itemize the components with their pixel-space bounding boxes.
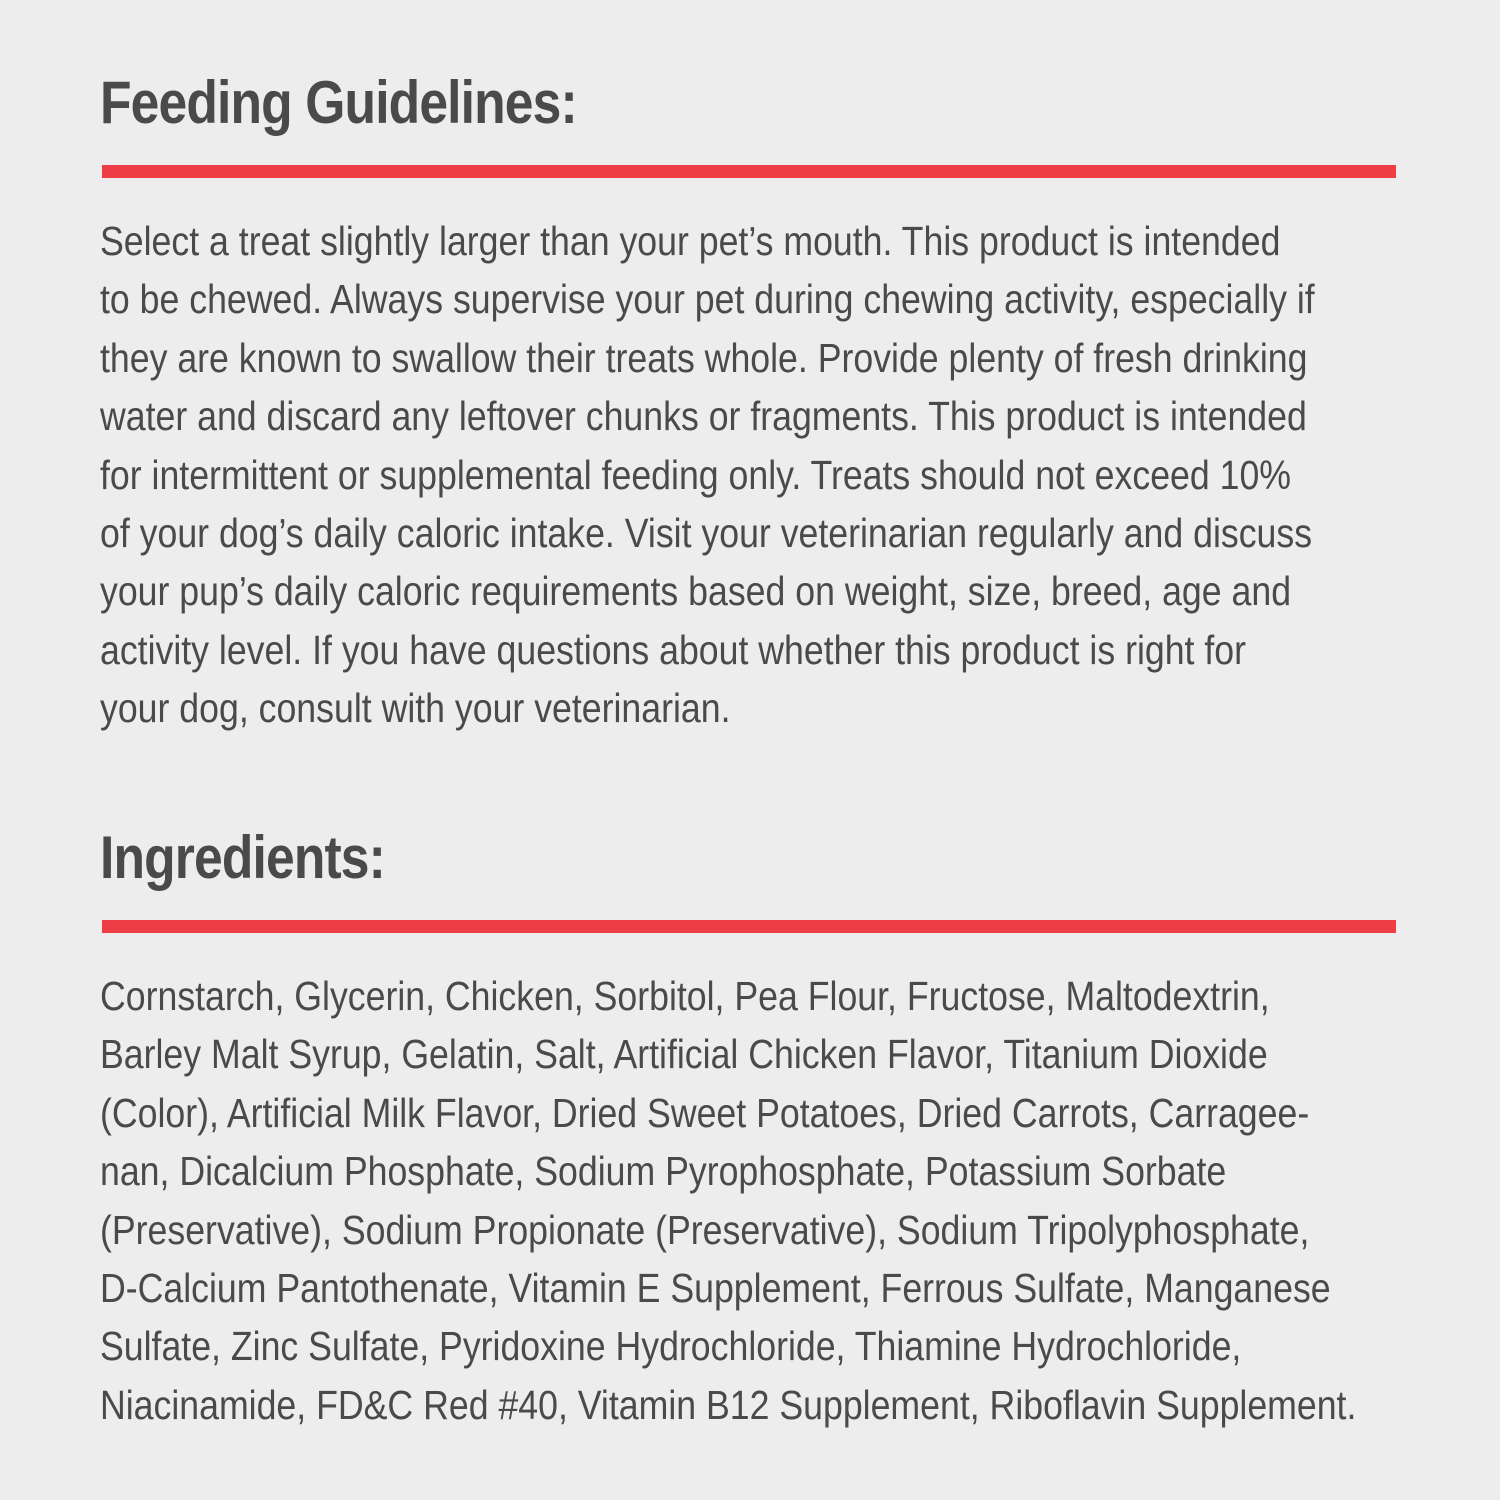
feeding-guidelines-line: they are known to swallow their treats whole. Provide plenty of fresh drinking xyxy=(100,334,1308,381)
feeding-guidelines-line: Select a treat slightly larger than your pet’s mouth. This product is intended xyxy=(100,218,1281,264)
ingredients-divider xyxy=(102,920,1396,933)
ingredients-line: (Preservative), Sodium Propionate (Preservative), Sodium Tripolyphosphate, xyxy=(100,1206,1310,1253)
feeding-guidelines-heading: Feeding Guidelines: xyxy=(100,69,577,136)
feeding-guidelines-line: for intermittent or supplemental feeding only. Treats should not exceed 10% xyxy=(100,451,1292,498)
feeding-guidelines-line: your pup’s daily caloric requirements based on weight, size, breed, age and xyxy=(100,568,1292,615)
ingredients-line: Sulfate, Zinc Sulfate, Pyridoxine Hydrochloride, Thiamine Hydrochloride, xyxy=(100,1323,1242,1370)
feeding-guidelines-line: of your dog’s daily caloric intake. Visit your veterinarian regularly and discuss xyxy=(100,509,1313,556)
ingredients-line: D-Calcium Pantothenate, Vitamin E Supplement, Ferrous Sulfate, Manganese xyxy=(100,1264,1331,1311)
feeding-guidelines-line: your dog, consult with your veterinarian. xyxy=(100,685,731,732)
feeding-guidelines-line: water and discard any leftover chunks or fragments. This product is intended xyxy=(100,393,1307,440)
feeding-guidelines-text xyxy=(100,212,1500,738)
ingredients-line: Niacinamide, FD&C Red #40, Vitamin B12 Supplement, Riboflavin Supplement. xyxy=(100,1381,1357,1428)
ingredients-line: nan, Dicalcium Phosphate, Sodium Pyrophosphate, Potassium Sorbate xyxy=(100,1148,1227,1195)
ingredients-line: Barley Malt Syrup, Gelatin, Salt, Artificial Chicken Flavor, Titanium Dioxide xyxy=(100,1031,1268,1078)
feeding-guidelines-line: activity level. If you have questions about whether this product is right for xyxy=(100,626,1247,673)
ingredients-text xyxy=(100,967,1500,1434)
feeding-guidelines-line: to be chewed. Always supervise your pet during chewing activity, especially if xyxy=(100,276,1315,323)
ingredients-line: Cornstarch, Glycerin, Chicken, Sorbitol, Pea Flour, Fructose, Maltodextrin, xyxy=(100,973,1270,1019)
ingredients-heading: Ingredients: xyxy=(100,824,385,891)
feeding-guidelines-divider xyxy=(102,165,1396,178)
ingredients-line: (Color), Artificial Milk Flavor, Dried Sweet Potatoes, Dried Carrots, Carragee- xyxy=(100,1089,1310,1136)
